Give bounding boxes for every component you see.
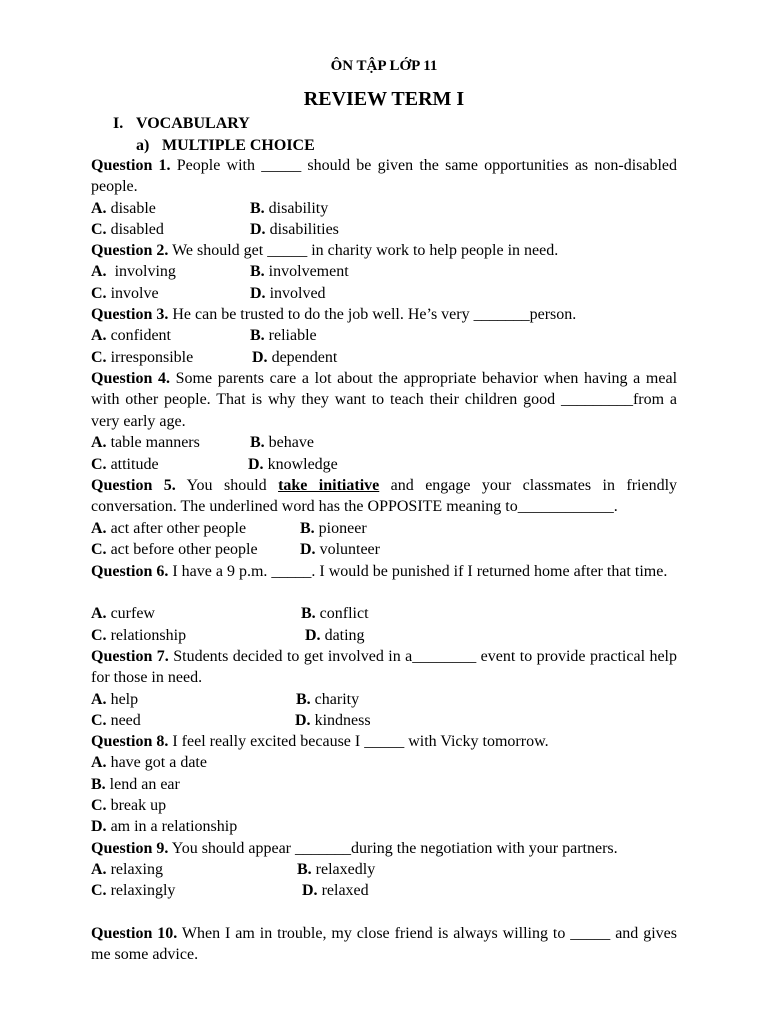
question-text: I have a 9 p.m. _____. I would be punished if I returned home after that time.	[172, 563, 668, 580]
option-text: irresponsible	[110, 349, 194, 366]
question-6	[91, 561, 677, 582]
question-4	[91, 368, 677, 432]
option-letter: C.	[91, 627, 107, 644]
option-text: relaxingly	[110, 882, 176, 899]
option-letter: A.	[91, 434, 107, 451]
option-text: behave	[268, 434, 314, 451]
option-letter: A.	[91, 861, 107, 878]
option-letter: C.	[91, 712, 107, 729]
option-text: knowledge	[267, 456, 338, 473]
option-text: disabilities	[269, 221, 339, 238]
option-letter: D.	[252, 349, 268, 366]
option-text: involve	[110, 285, 159, 302]
option-6c	[91, 625, 186, 646]
option-letter: A.	[91, 200, 107, 217]
option-letter: D.	[91, 818, 107, 835]
option-text: curfew	[110, 605, 155, 622]
question-label: Question 7.	[91, 648, 169, 665]
option-letter: B.	[250, 327, 265, 344]
option-7d	[295, 710, 371, 731]
question-10	[91, 923, 677, 966]
option-text: disable	[110, 200, 156, 217]
question-text: He can be trusted to do the job well. He’s very _______person.	[172, 306, 577, 323]
option-6a	[91, 603, 155, 624]
option-text: have got a date	[110, 754, 207, 771]
option-text: break up	[110, 797, 167, 814]
option-letter: D.	[305, 627, 321, 644]
option-letter: B.	[250, 200, 265, 217]
option-letter: A.	[91, 754, 107, 771]
option-1d	[250, 219, 339, 240]
option-text: conflict	[319, 605, 369, 622]
option-text: reliable	[268, 327, 317, 344]
question-label: Question 4.	[91, 370, 170, 387]
option-2d	[250, 283, 326, 304]
subsection-title: MULTIPLE CHOICE	[162, 137, 315, 154]
question-label: Question 8.	[91, 733, 169, 750]
option-letter: B.	[296, 691, 311, 708]
option-letter: A.	[91, 691, 107, 708]
option-9c	[91, 880, 175, 901]
option-letter: A.	[91, 605, 107, 622]
option-letter: B.	[91, 776, 106, 793]
option-text: relaxed	[321, 882, 369, 899]
option-1b	[250, 198, 328, 219]
option-text: disability	[268, 200, 329, 217]
option-9b	[297, 859, 375, 880]
option-9a	[91, 859, 163, 880]
option-text: help	[110, 691, 139, 708]
option-letter: B.	[250, 434, 265, 451]
question-label: Question 10.	[91, 925, 178, 942]
question-2	[91, 240, 677, 261]
option-text: attitude	[110, 456, 159, 473]
option-2c	[91, 283, 159, 304]
option-text: charity	[314, 691, 360, 708]
option-text: relationship	[110, 627, 187, 644]
option-text: confident	[110, 327, 171, 344]
option-text: disabled	[110, 221, 164, 238]
option-8c	[91, 795, 166, 816]
subsection-letter: a)	[136, 137, 150, 154]
option-6b	[301, 603, 369, 624]
question-label: Question 5.	[91, 477, 176, 494]
question-text: When I am in trouble, my close friend is always willing to _____ and gives me some advice.	[91, 925, 678, 964]
question-label: Question 2.	[91, 242, 169, 259]
option-3b	[250, 325, 317, 346]
option-letter: D.	[250, 221, 266, 238]
question-8	[91, 731, 677, 752]
question-5	[91, 475, 677, 518]
option-2b	[250, 261, 349, 282]
option-letter: B.	[301, 605, 316, 622]
question-text: I feel really excited because I _____ with Vicky tomorrow.	[172, 733, 549, 750]
option-text: lend an ear	[109, 776, 180, 793]
option-7b	[296, 689, 359, 710]
question-3	[91, 304, 677, 325]
header-title: REVIEW TERM I	[303, 88, 465, 110]
option-3c	[91, 347, 193, 368]
option-letter: D.	[295, 712, 311, 729]
option-text: kindness	[314, 712, 371, 729]
option-text: table manners	[110, 434, 200, 451]
option-text: relaxing	[110, 861, 163, 878]
option-text: need	[110, 712, 141, 729]
option-text: act before other people	[110, 541, 258, 558]
option-3a	[91, 325, 171, 346]
option-letter: D.	[248, 456, 264, 473]
option-5d	[300, 539, 380, 560]
option-letter: C.	[91, 541, 107, 558]
question-text: People with _____ should be given the same opportunities as non-disabled people.	[91, 157, 678, 196]
option-letter: A.	[91, 520, 107, 537]
option-letter: D.	[250, 285, 266, 302]
option-8b	[91, 774, 180, 795]
option-letter: D.	[300, 541, 316, 558]
option-1c	[91, 219, 164, 240]
question-text: You should	[186, 477, 267, 494]
question-text: Students decided to get involved in a________ event to provide practical help for those in need.	[91, 648, 678, 687]
question-7	[91, 646, 677, 689]
option-text: involving	[114, 263, 176, 280]
option-letter: C.	[91, 221, 107, 238]
question-text: and engage your classmates in friendly conversation. The underlined word has the OPPOSITE meaning to____________.	[91, 477, 678, 516]
option-5a	[91, 518, 246, 539]
question-label: Question 1.	[91, 157, 171, 174]
option-letter: A.	[91, 263, 107, 280]
option-text: am in a relationship	[110, 818, 238, 835]
question-label: Question 3.	[91, 306, 169, 323]
option-8d	[91, 816, 237, 837]
option-4d	[248, 454, 338, 475]
option-7c	[91, 710, 141, 731]
option-5c	[91, 539, 258, 560]
question-1	[91, 155, 677, 198]
question-label: Question 9.	[91, 840, 169, 857]
option-6d	[305, 625, 365, 646]
option-letter: C.	[91, 882, 107, 899]
option-letter: A.	[91, 327, 107, 344]
option-4a	[91, 432, 200, 453]
option-text: relaxedly	[315, 861, 376, 878]
option-letter: C.	[91, 456, 107, 473]
option-letter: C.	[91, 285, 107, 302]
section-title: VOCABULARY	[136, 115, 250, 132]
option-letter: B.	[300, 520, 315, 537]
option-text: volunteer	[319, 541, 380, 558]
option-text: involved	[269, 285, 326, 302]
question-text: Some parents care a lot about the appropriate behavior when having a meal with other people. That is why they want to teach their children good _________from a very early age.	[91, 370, 678, 430]
option-letter: B.	[297, 861, 312, 878]
question-9	[91, 838, 677, 859]
option-text: dating	[324, 627, 365, 644]
option-8a	[91, 752, 207, 773]
option-1a	[91, 198, 156, 219]
option-text: dependent	[271, 349, 338, 366]
option-letter: C.	[91, 797, 107, 814]
option-5b	[300, 518, 367, 539]
option-2a	[91, 261, 176, 282]
question-text: You should appear _______during the negotiation with your partners.	[171, 840, 618, 857]
option-3d	[252, 347, 337, 368]
question-text: We should get _____ in charity work to help people in need.	[172, 242, 559, 259]
option-letter: D.	[302, 882, 318, 899]
question-label: Question 6.	[91, 563, 169, 580]
option-letter: C.	[91, 349, 107, 366]
option-text: pioneer	[318, 520, 367, 537]
option-7a	[91, 689, 138, 710]
option-text: involvement	[268, 263, 349, 280]
option-4b	[250, 432, 314, 453]
underlined-phrase: take initiative	[278, 477, 380, 494]
option-4c	[91, 454, 159, 475]
option-text: act after other people	[110, 520, 247, 537]
option-9d	[302, 880, 369, 901]
section-number: I.	[113, 115, 124, 132]
option-letter: B.	[250, 263, 265, 280]
header-line-1: ÔN TẬP LỚP 11	[330, 58, 438, 74]
